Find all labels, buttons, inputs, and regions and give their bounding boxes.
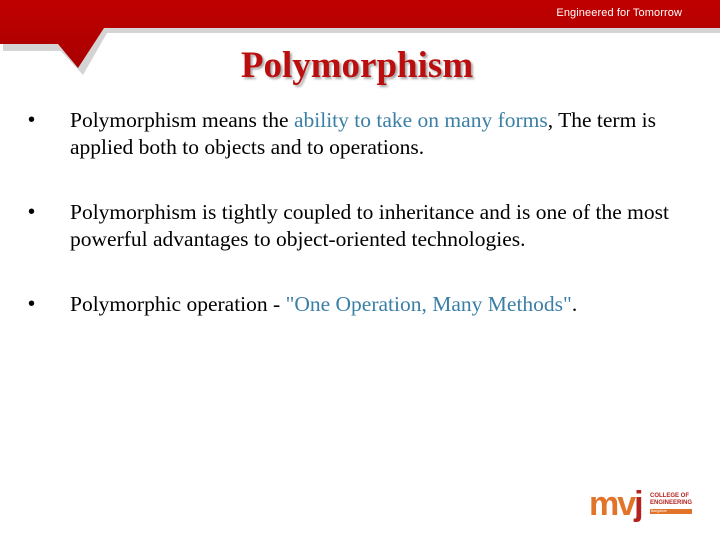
bullet-list — [26, 107, 696, 356]
college-logo — [589, 485, 693, 526]
logo-caption: COLLEGE OF ENGINEERING Bangalore — [650, 493, 693, 513]
bullet-marker: • — [28, 201, 36, 223]
bullet-item-1: • Polymorphism means the ability to take on many forms, The term is applied both to objects and to operations. — [28, 108, 657, 159]
bullet-marker: • — [28, 293, 36, 315]
highlight-text: "One Operation, Many Methods" — [285, 292, 572, 316]
bullet-item-3: • Polymorphic operation - "One Operation, Many Methods". — [28, 292, 578, 316]
logo-wordmark: mvj — [589, 485, 642, 523]
highlight-text: ability to take on many forms — [293, 108, 548, 132]
bullet-marker: • — [28, 109, 36, 131]
header-tagline: Engineered for Tomorrow — [556, 7, 682, 19]
bullet-item-2: • Polymorphism is tightly coupled to inheritance and is one of the most powerful advantages to object-oriented technologies. — [28, 200, 669, 251]
slide-title: Polymorphism — [240, 45, 474, 86]
